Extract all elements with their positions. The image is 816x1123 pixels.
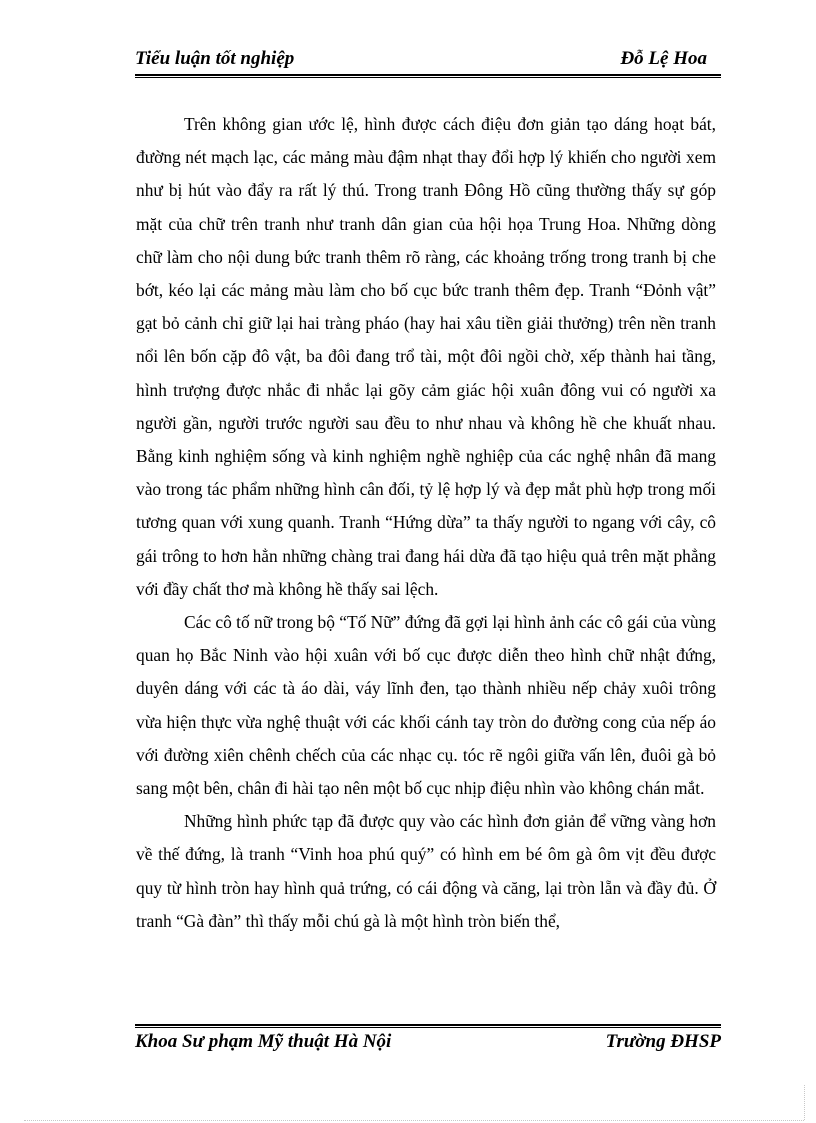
footer-faculty: Khoa Sư phạm Mỹ thuật Hà Nội [135,1031,392,1052]
footer-school: Trường ĐHSP [605,1031,721,1052]
page-edge-right [804,1085,805,1120]
paragraph-2: Các cô tố nữ trong bộ “Tố Nữ” đứng đã gợi lại hình ảnh các cô gái của vùng quan họ Bắc Ninh vào hội xuân với bố cục được diễn theo hình chữ nhật đứng, duyên dáng với các tà áo dài, váy lĩnh đen, tạo thành nhiều nếp chảy xuôi trông vừa hiện thực vừa nghệ thuật với các khối cánh tay tròn do đường cong của nếp áo với đường xiên chênh chếch của các nhạc cụ. tóc rẽ ngôi giữa vấn lên, đuôi gà bỏ sang một bên, chân đi hài tạo nên một bố cục nhịp điệu nhìn vào không chán mắt. [136,612,716,799]
page-header [135,48,721,74]
footer-rule [135,1024,721,1028]
header-title: Tiểu luận tốt nghiệp [135,48,295,69]
paragraph-1: Trên không gian ước lệ, hình được cách điệu đơn giản tạo dáng hoạt bát, đường nét mạch lạc, các mảng màu đậm nhạt thay đổi hợp lý khiến cho người xem như bị hút vào đẩy ra rất lý thú. Trong tranh Đông Hồ cũng thường thấy sự góp mặt của chữ trên tranh như tranh dân gian của hội họa Trung Hoa. Những dòng chữ làm cho nội dung bức tranh thêm rõ ràng, các khoảng trống trong tranh bị che bớt, kéo lại các mảng màu làm cho bố cục bức tranh thêm đẹp. Tranh “Đỏnh vật” gạt bỏ cảnh chỉ giữ lại hai tràng pháo (hay hai xâu tiền giải thưởng) trên nền tranh nổi lên bốn cặp đô vật, ba đôi đang trổ tài, một đôi ngồi chờ, xếp thành hai tầng, hình trượng được nhắc đi nhắc lại gõy cảm giác hội xuân đông vui có người xa người gần, người trước người sau đều to như nhau và không hề che khuất nhau. Bằng kinh nghiệm sống và kinh nghiệm nghề nghiệp của các nghệ nhân đã mang vào trong tác phẩm những hình cân đối, tỷ lệ hợp lý và đẹp mắt phù hợp trong mối tương quan với xung quanh. Tranh “Hứng dừa” ta thấy người to ngang với cây, cô gái trông to hơn hẳn những chàng trai đang hái dừa đã tạo hiệu quả trên mặt phẳng với đầy chất thơ mà không hề thấy sai lệch. [136,114,716,599]
header-rule [135,74,721,78]
header-author: Đỗ Lệ Hoa [620,48,707,69]
paragraph-3: Những hình phức tạp đã được quy vào các hình đơn giản để vững vàng hơn về thế đứng, là tranh “Vinh hoa phú quý” có hình em bé ôm gà ôm vịt đều được quy từ hình tròn hay hình quả trứng, có cái động và căng, lại tròn lẵn và đầy đủ. Ở tranh “Gà đàn” thì thấy mỗi chú gà là một hình tròn biến thể, [136,811,716,931]
page-edge-bottom [24,1120,804,1121]
page-footer [135,1030,721,1080]
page-body [136,108,716,938]
